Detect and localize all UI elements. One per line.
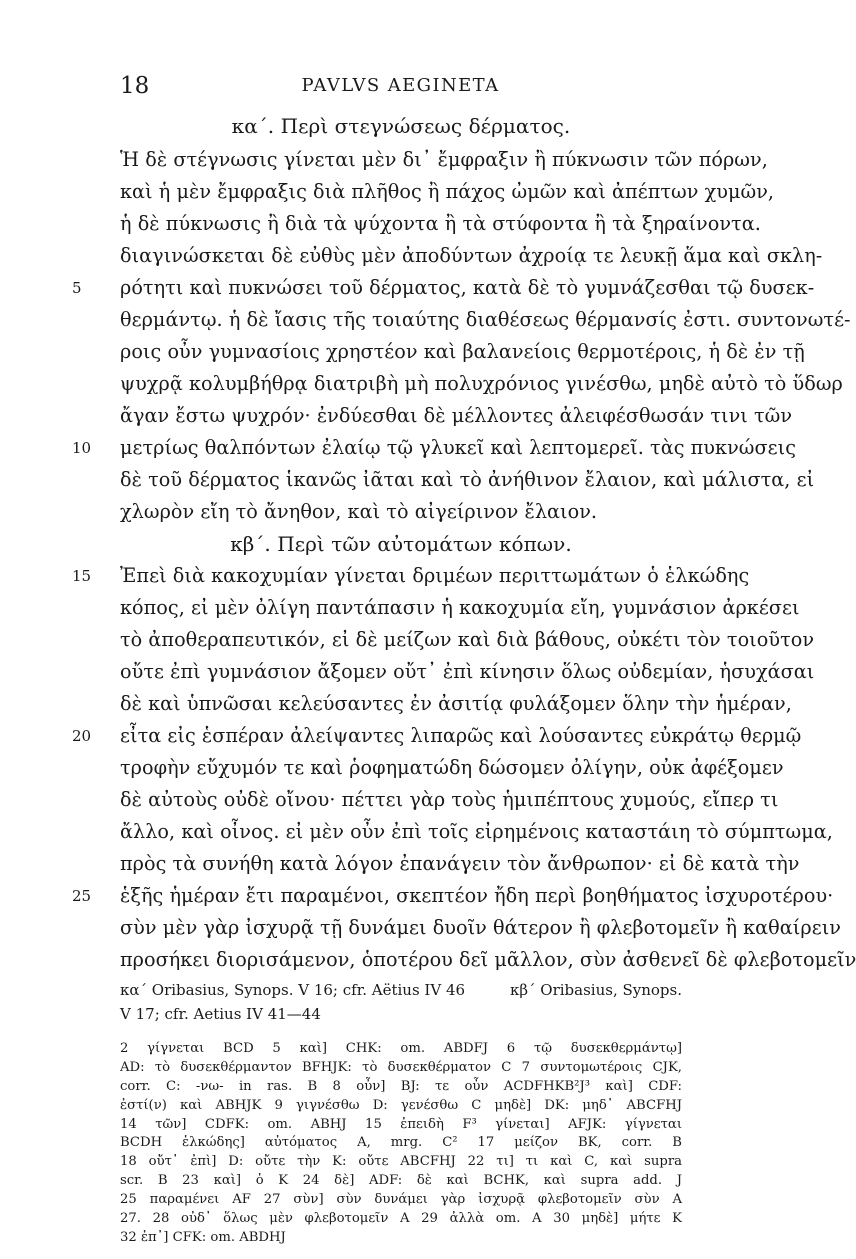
source-kβ-cont: V 17; cfr. Aetius IV 41—44 — [120, 1005, 321, 1023]
line-number: 15 — [72, 567, 92, 585]
text-line: δὲ αὐτοὺς οὐδὲ οἴνου· πέττει γὰρ τοὺς ἡμιπέπτους χυμούς, εἴπερ τι — [120, 788, 779, 811]
apparatus-line: 14 τῶν] CDFK: om. ABHJ 15 ἐπειδὴ F³ γίνεται] AFJK: γίγνεται — [120, 1116, 682, 1132]
text-line: Ἡ δὲ στέγνωσις γίνεται μὲν δι᾽ ἔμφραξιν ἢ πύκνωσιν τῶν πόρων, — [120, 148, 768, 171]
text-line: ψυχρᾷ κολυμβήθρᾳ διατριβὴ μὴ πολυχρόνιος γινέσθω, μηδὲ αὐτὸ τὸ ὕδωρ — [120, 372, 843, 395]
apparatus-line: 25 παραμένει AF 27 σὺν] σὺν δυνάμει γὰρ ἰσχυρᾷ φλεβοτομεῖν σὺν A — [120, 1192, 682, 1208]
apparatus-line: ἐστί(ν) καὶ ABHJK 9 γιγνέσθω D: γενέσθω C μηδὲ] DK: μηδ᾽ ABCFHJ — [120, 1097, 682, 1113]
text-line: ἄγαν ἔστω ψυχρόν· ἐνδύεσθαι δὲ μέλλοντες ἀλειφέσθωσάν τινι τῶν — [120, 404, 793, 427]
line-number: 20 — [72, 727, 92, 745]
text-line: δὲ καὶ ὑπνῶσαι κελεύσαντες ἐν ἀσιτίᾳ φυλάξομεν ὅλην τὴν ἡμέραν, — [120, 692, 792, 715]
text-line: πρὸς τὰ συνήθη κατὰ λόγον ἐπανάγειν τὸν ἄνθρωπον· εἰ δὲ κατὰ τὴν — [120, 852, 800, 875]
text-line: τὸ ἀποθεραπευτικόν, εἰ δὲ μείζων καὶ διὰ βάθους, οὐκέτι τὸν τοιοῦτον — [120, 628, 815, 651]
apparatus-line: 27. 28 οὐδ᾽ ὅλως μὲν φλεβοτομεῖν A 29 ἀλλὰ om. A 30 μηδὲ] μήτε K — [120, 1211, 682, 1227]
text-line: δὲ τοῦ δέρματος ἱκανῶς ἰᾶται καὶ τὸ ἀνήθινον ἔλαιον, καὶ μάλιστα, εἰ — [120, 468, 815, 491]
text-line: Ἐπεὶ διὰ κακοχυμίαν γίνεται δριμέων περιττωμάτων ὁ ἑλκώδης — [120, 564, 750, 587]
running-head: PAVLVS AEGINETA — [301, 75, 500, 96]
text-line: κόπος, εἰ μὲν ὀλίγη παντάπασιν ἡ κακοχυμία εἴη, γυμνάσιον ἀρκέσει — [120, 596, 800, 619]
critical-apparatus — [120, 1040, 682, 1248]
apparatus-line: 18 οὔτ᾽ ἐπὶ] D: οὔτε τὴν K: οὔτε ABCFHJ 22 τι] τι καὶ C, καὶ supra — [120, 1154, 682, 1170]
text-line: ροις οὖν γυμνασίοις χρηστέον καὶ βαλανείοις θερμοτέροις, ἡ δὲ ἐν τῇ — [120, 340, 805, 363]
source-kβ: κβ΄ Oribasius, Synops. — [509, 981, 682, 999]
text-line: οὔτε ἐπὶ γυμνάσιον ἄξομεν οὔτ᾽ ἐπὶ κίνησιν ὅλως οὐδεμίαν, ἡσυχάσαι — [120, 660, 815, 683]
apparatus-line: 2 γίγνεται BCD 5 καὶ] CHK: om. ABDFJ 6 τῷ δυσεκθερμάντῳ] — [120, 1041, 682, 1056]
text-line: εἶτα εἰς ἑσπέραν ἀλείψαντες λιπαρῶς καὶ λούσαντες εὐκράτῳ θερμῷ — [120, 724, 802, 747]
text-line: θερμάντῳ. ἡ δὲ ἴασις τῆς τοιαύτης διαθέσεως θέρμανσίς ἐστι. συντονωτέ- — [120, 308, 851, 331]
source-kα: κα΄ Oribasius, Synops. V 16; cfr. Aëtius IV 46 — [120, 981, 466, 999]
text-line: μετρίως θαλπόντων ἐλαίῳ τῷ γλυκεῖ καὶ λεπτομερεῖ. τὰς πυκνώσεις — [120, 436, 796, 459]
apparatus-line: BCDH ἑλκώδης] αὐτόματος A, mrg. C² 17 μείζον BK, corr. B — [120, 1135, 682, 1151]
text-line: καὶ ἡ μὲν ἔμφραξις διὰ πλῆθος ἢ πάχος ὠμῶν καὶ ἀπέπτων χυμῶν, — [120, 180, 775, 203]
line-number: 10 — [72, 439, 92, 457]
apparatus-line: 32 ἐπ᾽] CFK: om. ABDHJ — [120, 1229, 286, 1245]
section-heading: κβ΄. Περὶ τῶν αὐτομάτων κόπων. — [230, 532, 572, 556]
text-line: ἄλλο, καὶ οἶνος. εἰ μὲν οὖν ἐπὶ τοῖς εἰρημένοις καταστάιη τὸ σύμπτωμα, — [120, 820, 833, 843]
text-line: ἑξῆς ἡμέραν ἔτι παραμένοι, σκεπτέον ἤδη περὶ βοηθήματος ἰσχυροτέρου· — [120, 884, 834, 907]
text-line: τροφὴν εὔχυμόν τε καὶ ῥοφηματώδη δώσομεν ὀλίγην, οὐκ ἀφέξομεν — [120, 756, 784, 779]
text-line: σὺν μὲν γὰρ ἰσχυρᾷ τῇ δυνάμει δυοῖν θάτερον ἢ φλεβοτομεῖν ἢ καθαίρειν — [120, 916, 841, 939]
text-line: ἡ δὲ πύκνωσις ἢ διὰ τὰ ψύχοντα ἢ τὰ στύφοντα ἢ τὰ ξηραίνοντα. — [120, 212, 761, 235]
text-line: προσήκει διορισάμενον, ὁποτέρου δεῖ μᾶλλον, σὺν ἀσθενεῖ δὲ φλεβοτομεῖν — [120, 948, 856, 971]
text-line: χλωρὸν εἴη τὸ ἄνηθον, καὶ τὸ αἰγείρινον ἔλαιον. — [120, 500, 598, 523]
line-number: 25 — [72, 887, 92, 905]
apparatus-line: scr. B 23 καὶ] ὁ K 24 δὲ] ADF: δὲ καὶ BCHK, καὶ supra add. J — [120, 1173, 682, 1189]
text-line: διαγινώσκεται δὲ εὐθὺς μὲν ἀποδύντων ἀχροίᾳ τε λευκῇ ἅμα καὶ σκλη- — [120, 244, 823, 267]
page-number: 18 — [120, 73, 150, 99]
sources-note — [120, 978, 682, 1026]
apparatus-line: corr. C: -νω- in ras. B 8 οὖν] BJ: τε οὖν ACDFHKB²J³ καὶ] CDF: — [120, 1078, 682, 1094]
line-number: 5 — [72, 279, 82, 297]
section-heading: κα΄. Περὶ στεγνώσεως δέρματος. — [231, 114, 571, 138]
text-line: ρότητι καὶ πυκνώσει τοῦ δέρματος, κατὰ δὲ τὸ γυμνάζεσθαι τῷ δυσεκ- — [120, 276, 815, 299]
apparatus-line: AD: τὸ δυσεκθέρμαντον BFHJK: τὸ δυσεκθέρματον C 7 συντομωτέροις CJK, — [120, 1059, 682, 1075]
